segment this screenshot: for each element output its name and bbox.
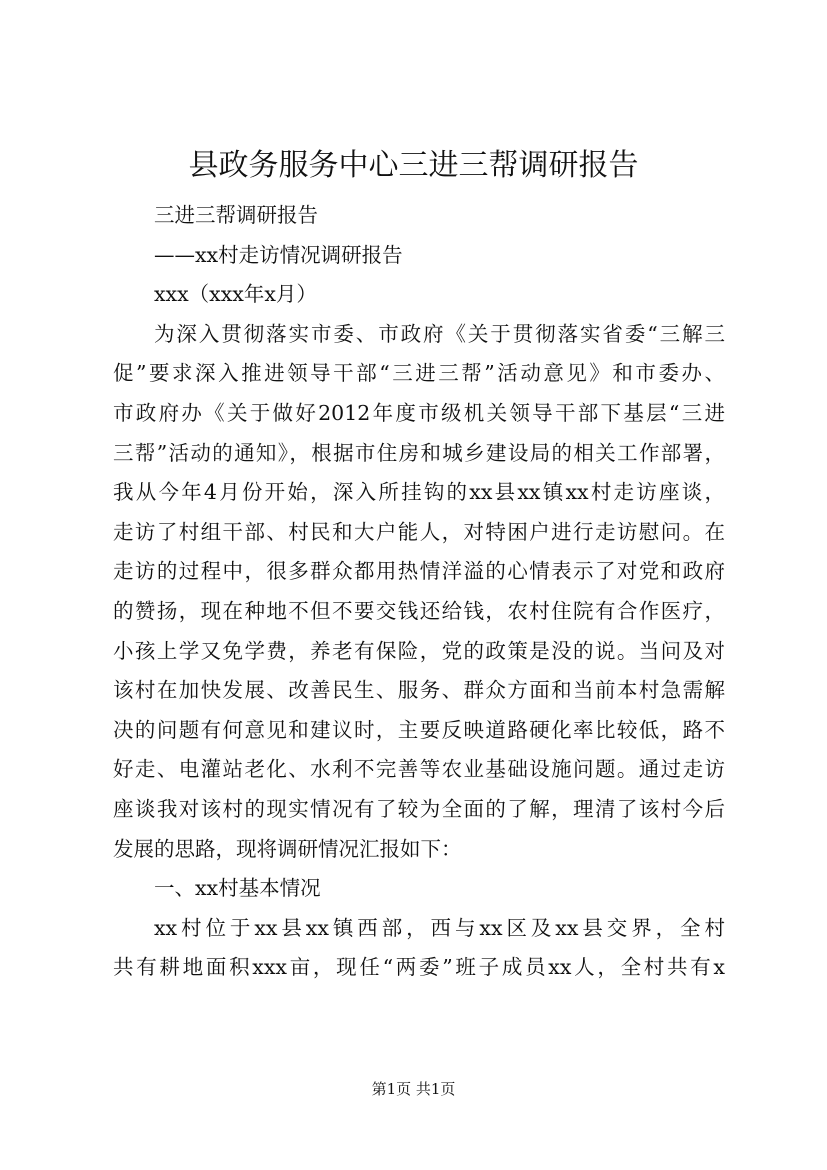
author-date: xxx（xxx年x月） <box>154 282 317 307</box>
paragraph-1-line: 该村在加快发展、改善民生、服务、群众方面和当前本村急需解 <box>113 678 725 703</box>
page-footer: 第1页 共1页 <box>371 1080 456 1098</box>
paragraph-1-line: 走访的过程中，很多群众都用热情洋溢的心情表示了对党和政府 <box>113 559 725 584</box>
paragraph-1-line: 市政府办《关于做好2012年度市级机关领导干部下基层“三进 <box>113 400 725 425</box>
paragraph-1-line: 的赞扬，现在种地不但不要交钱还给钱，农村住院有合作医疗， <box>113 598 725 623</box>
subtitle-village-report: ——xx村走访情况调研报告 <box>154 242 403 267</box>
paragraph-1-line: 促”要求深入推进领导干部“三进三帮”活动意见》和市委办、 <box>113 361 725 386</box>
paragraph-1-line: 座谈我对该村的现实情况有了较为全面的了解，理清了该村今后 <box>113 796 725 821</box>
subtitle: 三进三帮调研报告 <box>154 203 318 227</box>
paragraph-1-line: 我从今年4月份开始，深入所挂钩的xx县xx镇xx村走访座谈， <box>113 480 725 505</box>
document-body <box>113 196 725 988</box>
paragraph-2-line: xx村位于xx县xx镇西部，西与xx区及xx县交界，全村 <box>154 915 725 940</box>
document-title: 县政务服务中心三进三帮调研报告 <box>188 148 639 183</box>
paragraph-1-line: 三帮”活动的通知》，根据市住房和城乡建设局的相关工作部署， <box>113 440 725 465</box>
paragraph-1-line: 决的问题有何意见和建议时，主要反映道路硬化率比较低，路不 <box>113 717 725 742</box>
paragraph-1-line: 小孩上学又免学费，养老有保险，党的政策是没的说。当问及对 <box>113 638 725 663</box>
paragraph-1-line: 走访了村组干部、村民和大户能人，对特困户进行走访慰问。在 <box>113 519 725 544</box>
paragraph-1-line: 为深入贯彻落实市委、市政府《关于贯彻落实省委“三解三 <box>154 321 725 346</box>
paragraph-1-line: 好走、电灌站老化、水利不完善等农业基础设施问题。通过走访 <box>113 757 725 782</box>
paragraph-2-line: 共有耕地面积xxx亩，现任“两委”班子成员xx人，全村共有x <box>113 955 725 980</box>
section-1-heading: 一、xx村基本情况 <box>154 876 321 901</box>
paragraph-1-line: 发展的思路，现将调研情况汇报如下： <box>113 836 462 861</box>
